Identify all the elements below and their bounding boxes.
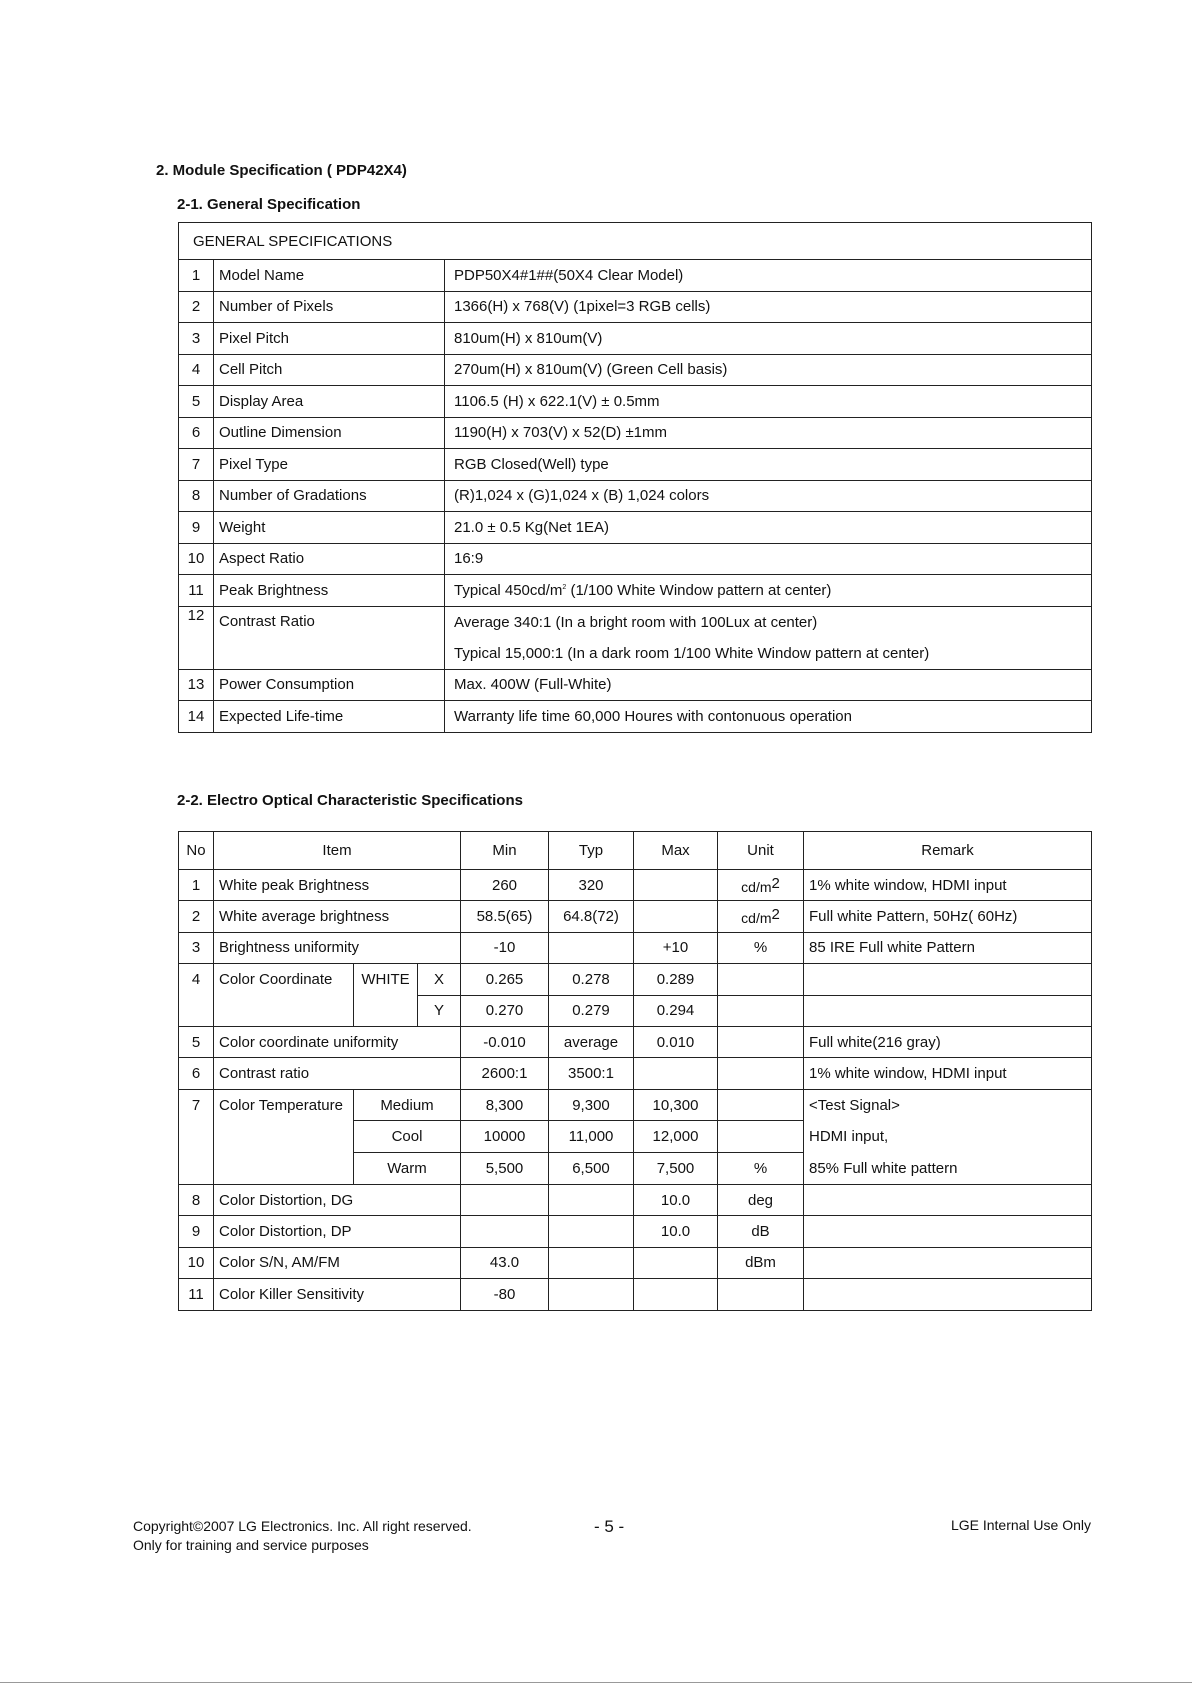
row-number: 8: [179, 480, 214, 512]
eo-typ: 9,300: [549, 1089, 634, 1121]
eo-min: 58.5(65): [461, 901, 549, 932]
merged-cell: [214, 1153, 354, 1185]
header-max: Max: [634, 832, 718, 870]
row-number: 3: [179, 323, 214, 355]
table-row: [179, 449, 1092, 481]
eo-max: [634, 1279, 718, 1310]
eo-max: 12,000: [634, 1121, 718, 1153]
eo-max: [634, 1247, 718, 1278]
header-item: Item: [214, 832, 461, 870]
table-row: [179, 417, 1092, 449]
eo-typ: 0.278: [549, 964, 634, 995]
spec-value: 810um(H) x 810um(V): [445, 323, 1092, 355]
remark-line: <Test Signal>: [809, 1096, 900, 1114]
eo-typ: [549, 1279, 634, 1310]
eo-min: 2600:1: [461, 1058, 549, 1089]
eo-unit: %: [718, 932, 804, 963]
table-row: [179, 964, 1092, 995]
footer-copyright: Copyright©2007 LG Electronics. Inc. All right reserved.: [133, 1518, 472, 1534]
eo-max: 10.0: [634, 1184, 718, 1215]
row-number: 4: [179, 964, 214, 995]
row-number: 2: [179, 291, 214, 323]
eo-unit: dB: [718, 1216, 804, 1247]
remark-line: HDMI input,: [809, 1128, 889, 1146]
eo-min: [461, 1216, 549, 1247]
eo-remark: [804, 1089, 1092, 1184]
spec-item: Display Area: [214, 386, 445, 418]
eo-remark: [804, 964, 1092, 995]
eo-max: [634, 1058, 718, 1089]
eo-unit: [718, 995, 804, 1026]
eo-item: Contrast ratio: [214, 1058, 461, 1089]
table-row: [179, 543, 1092, 575]
spec-item: Expected Life-time: [214, 701, 445, 733]
spec-item: Model Name: [214, 260, 445, 292]
eo-max: 7,500: [634, 1153, 718, 1185]
eo-remark: [804, 1247, 1092, 1278]
eo-item: Color Killer Sensitivity: [214, 1279, 461, 1310]
eo-unit: deg: [718, 1184, 804, 1215]
table-row: [179, 1058, 1092, 1089]
spec-value: 21.0 ± 0.5 Kg(Net 1EA): [445, 512, 1092, 544]
row-number: 8: [179, 1184, 214, 1215]
table-row: [179, 606, 1092, 669]
eo-item: White average brightness: [214, 901, 461, 932]
header-no: No: [179, 832, 214, 870]
eo-max: 10.0: [634, 1216, 718, 1247]
eo-typ: 6,500: [549, 1153, 634, 1185]
merged-cell: [354, 995, 418, 1026]
table-row: [179, 1279, 1092, 1310]
spec-value: 1366(H) x 768(V) (1pixel=3 RGB cells): [445, 291, 1092, 323]
eo-min: [461, 1184, 549, 1215]
peak-brightness-post: (1/100 White Window pattern at center): [566, 581, 832, 599]
row-number: 14: [179, 701, 214, 733]
header-unit: Unit: [718, 832, 804, 870]
row-number: 5: [179, 1026, 214, 1057]
eo-unit: [718, 964, 804, 995]
eo-min: -80: [461, 1279, 549, 1310]
eo-remark: 1% white window, HDMI input: [804, 1058, 1092, 1089]
table-row: [179, 354, 1092, 386]
row-number: 12: [179, 606, 214, 669]
eo-max: [634, 901, 718, 932]
eo-typ: average: [549, 1026, 634, 1057]
spec-value: Warranty life time 60,000 Houres with contonuous operation: [445, 701, 1092, 733]
spec-item: Outline Dimension: [214, 417, 445, 449]
row-number: 11: [179, 575, 214, 607]
eo-remark: Full white Pattern, 50Hz( 60Hz): [804, 901, 1092, 932]
table-row: [179, 386, 1092, 418]
eo-axis: Y: [418, 995, 461, 1026]
spec-value: RGB Closed(Well) type: [445, 449, 1092, 481]
eo-max: 0.289: [634, 964, 718, 995]
eo-unit: %: [718, 1153, 804, 1185]
spec-value: 1190(H) x 703(V) x 52(D) ±1mm: [445, 417, 1092, 449]
eo-item: Color S/N, AM/FM: [214, 1247, 461, 1278]
spec-value: 270um(H) x 810um(V) (Green Cell basis): [445, 354, 1092, 386]
table-row: [179, 901, 1092, 932]
unit-text: cd/m: [741, 910, 772, 927]
superscript: 2: [562, 583, 567, 591]
table-row: [179, 323, 1092, 355]
eo-axis: X: [418, 964, 461, 995]
eo-typ: 64.8(72): [549, 901, 634, 932]
eo-typ: 0.279: [549, 995, 634, 1026]
eo-remark: 85 IRE Full white Pattern: [804, 932, 1092, 963]
table-row: [179, 291, 1092, 323]
row-number: 9: [179, 512, 214, 544]
remark-line: 85% Full white pattern: [809, 1159, 958, 1177]
section-title-general: 2-1. General Specification: [177, 196, 361, 213]
unit-text: cd/m: [741, 878, 772, 895]
eo-max: [634, 870, 718, 901]
eo-min: 10000: [461, 1121, 549, 1153]
contrast-line-1: Average 340:1 (In a bright room with 100Lux at center): [454, 613, 818, 631]
footer-internal: LGE Internal Use Only: [950, 1517, 1091, 1533]
eo-item: Color Temperature: [214, 1089, 354, 1121]
eo-item: Color coordinate uniformity: [214, 1026, 461, 1057]
eo-unit: dBm: [718, 1247, 804, 1278]
spec-item: Cell Pitch: [214, 354, 445, 386]
eo-subitem: Warm: [354, 1153, 461, 1185]
eo-item: Color Coordinate: [214, 964, 354, 995]
header-remark: Remark: [804, 832, 1092, 870]
table-row: [179, 932, 1092, 963]
spec-item: Number of Pixels: [214, 291, 445, 323]
header-min: Min: [461, 832, 549, 870]
eo-remark: [804, 1216, 1092, 1247]
eo-typ: [549, 1247, 634, 1278]
eo-typ: 320: [549, 870, 634, 901]
eo-min: 43.0: [461, 1247, 549, 1278]
header-typ: Typ: [549, 832, 634, 870]
eo-min: -10: [461, 932, 549, 963]
row-number: 1: [179, 870, 214, 901]
page-number: - 5 -: [594, 1517, 625, 1536]
eo-typ: 3500:1: [549, 1058, 634, 1089]
table-row: [179, 260, 1092, 292]
eo-max: 10,300: [634, 1089, 718, 1121]
eo-unit: [718, 1089, 804, 1121]
row-number: 6: [179, 1058, 214, 1089]
spec-item: Power Consumption: [214, 669, 445, 701]
table-row: [179, 701, 1092, 733]
eo-remark: [804, 1184, 1092, 1215]
spec-value: 1106.5 (H) x 622.1(V) ± 0.5mm: [445, 386, 1092, 418]
row-number: 10: [179, 543, 214, 575]
eo-unit: [718, 1058, 804, 1089]
eo-subitem: Cool: [354, 1121, 461, 1153]
eo-min: 5,500: [461, 1153, 549, 1185]
spec-value: PDP50X4#1##(50X4 Clear Model): [445, 260, 1092, 292]
unit-superscript: 2: [771, 874, 780, 892]
row-number: 2: [179, 901, 214, 932]
table-row: [179, 1026, 1092, 1057]
merged-cell: [179, 995, 214, 1026]
table-row: [179, 512, 1092, 544]
eo-subitem: WHITE: [354, 964, 418, 995]
row-number: 7: [179, 449, 214, 481]
row-number: 11: [179, 1279, 214, 1310]
page-heading: 2. Module Specification ( PDP42X4): [156, 162, 407, 179]
table-row: [179, 575, 1092, 607]
spec-item: Peak Brightness: [214, 575, 445, 607]
eo-unit: [718, 901, 804, 932]
spec-value: Max. 400W (Full-White): [445, 669, 1092, 701]
eo-item: White peak Brightness: [214, 870, 461, 901]
table-row: [179, 870, 1092, 901]
eo-item: Color Distortion, DG: [214, 1184, 461, 1215]
merged-cell: [179, 1153, 214, 1185]
eo-remark: Full white(216 gray): [804, 1026, 1092, 1057]
spec-item: Pixel Type: [214, 449, 445, 481]
table-header-row: [179, 832, 1092, 870]
spec-value: [445, 575, 1092, 607]
section-title-electro-optical: 2-2. Electro Optical Characteristic Specifications: [177, 792, 523, 809]
unit-superscript: 2: [771, 906, 780, 924]
eo-unit: [718, 870, 804, 901]
eo-max: 0.294: [634, 995, 718, 1026]
eo-typ: [549, 1216, 634, 1247]
table-row: [179, 1216, 1092, 1247]
eo-item: Brightness uniformity: [214, 932, 461, 963]
eo-unit: [718, 1026, 804, 1057]
merged-cell: [214, 1121, 354, 1153]
table-row: [179, 995, 1092, 1026]
row-number: 6: [179, 417, 214, 449]
general-spec-header: GENERAL SPECIFICATIONS: [179, 223, 1092, 260]
eo-typ: [549, 1184, 634, 1215]
eo-typ: [549, 932, 634, 963]
page-bottom-divider: [0, 1682, 1192, 1683]
row-number: 1: [179, 260, 214, 292]
merged-cell: [214, 995, 354, 1026]
eo-min: -0.010: [461, 1026, 549, 1057]
eo-max: 0.010: [634, 1026, 718, 1057]
row-number: 7: [179, 1089, 214, 1121]
table-row: [179, 1089, 1092, 1121]
eo-unit: [718, 1121, 804, 1153]
table-row: [179, 1247, 1092, 1278]
eo-remark: [804, 995, 1092, 1026]
eo-min: 8,300: [461, 1089, 549, 1121]
spec-value: (R)1,024 x (G)1,024 x (B) 1,024 colors: [445, 480, 1092, 512]
table-row: [179, 480, 1092, 512]
eo-typ: 11,000: [549, 1121, 634, 1153]
merged-cell: [179, 1121, 214, 1153]
row-number: 4: [179, 354, 214, 386]
spec-item: Weight: [214, 512, 445, 544]
table-row: [179, 669, 1092, 701]
general-spec-table: [178, 222, 1092, 733]
contrast-line-2: Typical 15,000:1 (In a dark room 1/100 White Window pattern at center): [454, 644, 930, 662]
spec-value: [445, 606, 1092, 669]
row-number: 5: [179, 386, 214, 418]
eo-min: 0.265: [461, 964, 549, 995]
row-number: 13: [179, 669, 214, 701]
eo-remark: 1% white window, HDMI input: [804, 870, 1092, 901]
table-row: [179, 1184, 1092, 1215]
row-number: 9: [179, 1216, 214, 1247]
row-number: 3: [179, 932, 214, 963]
electro-optical-table: [178, 831, 1092, 1311]
eo-item: Color Distortion, DP: [214, 1216, 461, 1247]
spec-item: Aspect Ratio: [214, 543, 445, 575]
eo-remark: [804, 1279, 1092, 1310]
eo-max: +10: [634, 932, 718, 963]
row-number: 10: [179, 1247, 214, 1278]
spec-value: 16:9: [445, 543, 1092, 575]
eo-min: 260: [461, 870, 549, 901]
eo-min: 0.270: [461, 995, 549, 1026]
footer-purpose: Only for training and service purposes: [133, 1537, 369, 1553]
eo-subitem: Medium: [354, 1089, 461, 1121]
footer-left: [133, 1517, 472, 1555]
peak-brightness-pre: Typical 450cd/m: [454, 581, 563, 599]
spec-item: Number of Gradations: [214, 480, 445, 512]
eo-unit: [718, 1279, 804, 1310]
spec-item: Contrast Ratio: [214, 606, 445, 669]
spec-item: Pixel Pitch: [214, 323, 445, 355]
